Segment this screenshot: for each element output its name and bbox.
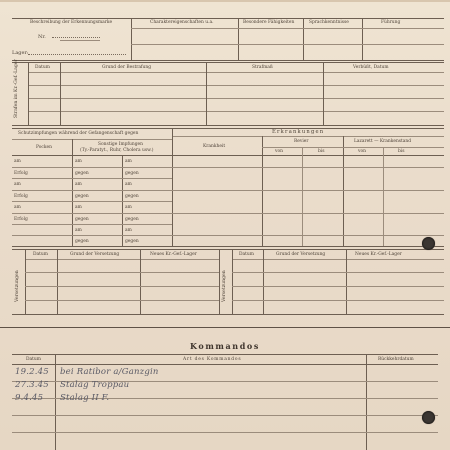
charakter-label: Charaktereigenschaften u.a. xyxy=(150,20,214,25)
erkr-row-rule-4 xyxy=(172,235,444,236)
revier-bis-label: bis xyxy=(318,149,325,154)
header-divider-3 xyxy=(303,18,304,60)
lager-fill-line xyxy=(28,54,126,55)
versetz-left-col-2 xyxy=(140,249,141,314)
nr-underline xyxy=(60,40,100,41)
kommandos-rueck-label: Rückkehrdatum xyxy=(378,357,414,362)
kommando-1-date: 19.2.45 xyxy=(15,367,49,377)
versetz-right-row-3 xyxy=(232,300,444,301)
strafen-header-rule xyxy=(28,72,444,73)
krankheit-label: Krankheit xyxy=(203,144,226,149)
punch-hole-upper xyxy=(422,237,435,250)
header-subrule-1 xyxy=(131,28,444,29)
strafen-top-rule xyxy=(12,62,444,63)
versetz-right-neues: Neues Kr.-Gef.-Lager xyxy=(355,252,402,257)
revier-von-label: von xyxy=(275,149,283,154)
header-divider-4 xyxy=(362,18,363,60)
impf-row-rule-4 xyxy=(12,201,172,202)
versetz-left-row-2 xyxy=(25,286,219,287)
impf-r8-c: gegen xyxy=(125,239,139,244)
impf-col-1 xyxy=(72,139,73,246)
impf-col-3 xyxy=(172,128,173,246)
impf-r1-a: am xyxy=(14,159,21,164)
versetz-right-row-1 xyxy=(232,272,444,273)
erkr-col-1 xyxy=(262,136,263,246)
versetz-right-side-label: Versetzungen xyxy=(222,270,227,302)
kommando-2-date: 27.3.45 xyxy=(15,380,49,390)
versetz-bottom-rule xyxy=(12,314,444,315)
versetz-right-col-1 xyxy=(263,249,264,314)
impf-r2-c: gegen xyxy=(125,171,139,176)
sonstige-label: Sonstige Impfungen xyxy=(98,142,143,147)
versetz-middle xyxy=(219,249,220,314)
versetz-right-grund: Grund der Versetzung xyxy=(276,252,326,257)
versetz-right-col-2 xyxy=(346,249,347,314)
strafen-col-2 xyxy=(206,62,207,125)
faehigkeiten-label: Besondere Fähigkeiten xyxy=(243,20,295,25)
impf-r4-a: Erfolg xyxy=(14,194,28,199)
kommandos-header-rule xyxy=(12,364,438,365)
kommando-2-text: Stalag Troppau xyxy=(60,380,130,390)
fuehrung-label: Führung xyxy=(381,20,401,25)
erkr-col-2 xyxy=(343,136,344,246)
versetz-left-side-label: Versetzungen xyxy=(15,270,20,302)
versetz-left-row-1 xyxy=(25,272,219,273)
impf-r6-c: gegen xyxy=(125,217,139,222)
versetz-left-grund: Grund der Versetzung xyxy=(70,252,120,257)
kommandos-separator xyxy=(0,327,450,328)
impf-r7-c: am xyxy=(125,228,132,233)
impf-r1-c: am xyxy=(125,159,132,164)
strafen-side-label: Strafen im Kr.-Gef.-Lager xyxy=(14,59,19,118)
impf-r3-b: am xyxy=(75,182,82,187)
laz-bis-label: bis xyxy=(398,149,405,154)
kommandos-col-2 xyxy=(366,354,367,450)
lazarett-label: Lazarett — Krankenstand xyxy=(354,139,412,144)
strafen-col-3 xyxy=(323,62,324,125)
impf-title-rule xyxy=(12,139,172,140)
impf-r5-a: am xyxy=(14,205,21,210)
impf-r8-b: gegen xyxy=(75,239,89,244)
lazarett-split xyxy=(383,148,384,246)
impf-bottom-rule xyxy=(12,246,444,247)
verbuesst-label: Verbüßt, Datum xyxy=(353,65,389,70)
kommandos-row-rule-3 xyxy=(12,415,438,416)
strafen-row-rule-3 xyxy=(28,111,444,112)
strafen-row-rule-1 xyxy=(28,85,444,86)
versetz-top-rule xyxy=(12,249,444,250)
kommandos-row-rule-4 xyxy=(12,432,438,433)
impf-row-rule-1 xyxy=(12,167,172,168)
impf-row-rule-5 xyxy=(12,213,172,214)
erkr-row-rule-1 xyxy=(172,167,444,168)
strafen-datum-label: Datum xyxy=(35,65,50,70)
erkennungsmarke-label: Beschreibung der Erkennungsmarke xyxy=(30,20,113,25)
impf-r2-b: gegen xyxy=(75,171,89,176)
header-bottom-rule xyxy=(12,60,444,61)
sprachkenntnisse-label: Sprachkenntnisse xyxy=(309,20,349,25)
versetz-left-side xyxy=(25,249,26,314)
impf-r2-a: Erfolg xyxy=(14,171,28,176)
impf-r6-b: gegen xyxy=(75,217,89,222)
kommando-3-text: Stalag II F. xyxy=(60,393,110,403)
strafen-bottom-rule xyxy=(12,125,444,126)
paper-top-edge xyxy=(0,0,450,2)
impf-title: Schutzimpfungen während der Gefangenschaft gegen xyxy=(18,131,139,136)
versetz-left-neues: Neues Kr.-Gef.-Lager xyxy=(150,252,197,257)
versetz-left-col-1 xyxy=(57,249,58,314)
impf-r3-c: am xyxy=(125,182,132,187)
kommandos-title: Kommandos xyxy=(190,341,260,351)
versetz-right-row-2 xyxy=(232,286,444,287)
nr-label: Nr. xyxy=(38,34,46,40)
versetz-left-row-3 xyxy=(25,300,219,301)
kommandos-top-rule xyxy=(12,354,438,355)
erkr-title-rule xyxy=(172,136,444,137)
versetz-right-side xyxy=(232,249,233,314)
impf-r7-b: am xyxy=(75,228,82,233)
impf-r4-b: gegen xyxy=(75,194,89,199)
impf-row-rule-7 xyxy=(12,235,172,236)
impf-row-rule-2 xyxy=(12,178,172,179)
kommando-3-date: 9.4.45 xyxy=(15,393,44,403)
sonstige-sub-label: (Ty.-Paratyt., Ruhr, Cholera usw.) xyxy=(80,148,154,153)
strafen-side-divider xyxy=(28,62,29,125)
impf-header-rule xyxy=(12,155,444,156)
strafen-row-rule-2 xyxy=(28,98,444,99)
erkr-row-rule-3 xyxy=(172,213,444,214)
impf-r4-c: gegen xyxy=(125,194,139,199)
lager-label: Lager: xyxy=(12,50,29,56)
punch-hole-lower xyxy=(422,411,435,424)
versetz-left-header-rule xyxy=(25,259,219,260)
kommandos-art-label: Art des Kommandos xyxy=(183,357,242,362)
versetz-left-datum: Datum xyxy=(33,252,48,257)
header-divider-1 xyxy=(131,18,132,60)
impf-r1-b: am xyxy=(75,159,82,164)
impf-top-rule xyxy=(12,128,444,129)
header-top-rule xyxy=(12,18,444,19)
header-subrule-2 xyxy=(131,44,444,45)
strafen-col-1 xyxy=(60,62,61,125)
impf-r5-b: am xyxy=(75,205,82,210)
pocken-label: Pocken xyxy=(36,145,52,150)
kommandos-col-1 xyxy=(55,354,56,450)
erkr-subheader-rule xyxy=(262,147,444,148)
revier-label: Revier xyxy=(294,139,309,144)
laz-von-label: von xyxy=(358,149,366,154)
strafen-grund-label: Grund der Bestrafung xyxy=(102,65,152,70)
erkrankungen-title: Erkrankungen xyxy=(272,129,325,135)
erkr-row-rule-2 xyxy=(172,190,444,191)
impf-r6-a: Erfolg xyxy=(14,217,28,222)
impf-r3-a: am xyxy=(14,182,21,187)
header-divider-2 xyxy=(238,18,239,60)
impf-r5-c: am xyxy=(125,205,132,210)
kommando-1-text: bei Ratibor a/Ganzgin xyxy=(60,367,159,377)
impf-row-rule-6 xyxy=(12,224,172,225)
impf-row-rule-3 xyxy=(12,190,172,191)
kommandos-datum-label: Datum xyxy=(26,357,41,362)
versetz-right-datum: Datum xyxy=(239,252,254,257)
strafmass-label: Strafmaß xyxy=(252,65,273,70)
nr-fill-line xyxy=(52,37,100,38)
revier-split xyxy=(302,148,303,246)
